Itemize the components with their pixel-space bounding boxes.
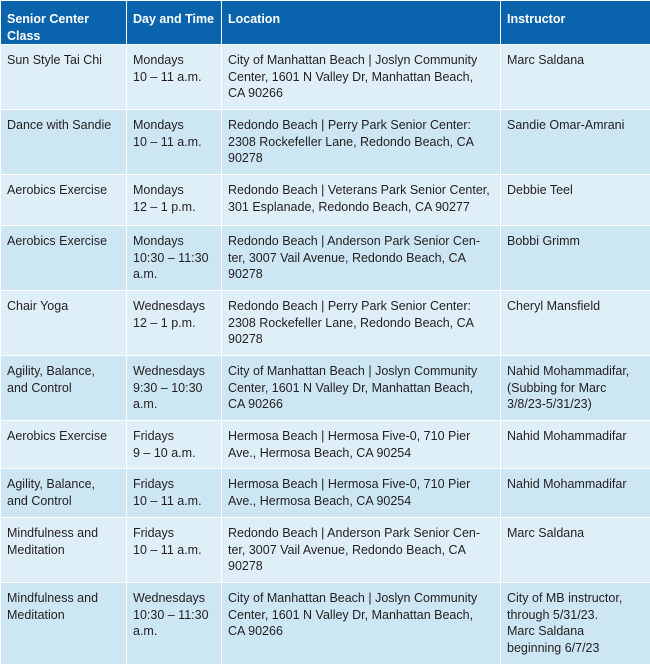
cell-class: Chair Yoga xyxy=(1,291,127,356)
cell-day-time: Wednesdays 10:30 – 11:30 a.m. xyxy=(127,583,222,665)
cell-location: Redondo Beach | Anderson Park Senior Cen- ter, 3007 Vail Avenue, Redondo Beach, CA 90278 xyxy=(222,518,501,583)
cell-class: Mindfulness and Meditation xyxy=(1,518,127,583)
cell-class: Dance with Sandie xyxy=(1,110,127,175)
cell-class: Aerobics Exercise xyxy=(1,421,127,469)
cell-day-time: Fridays 10 – 11 a.m. xyxy=(127,469,222,518)
cell-class: Agility, Balance, and Control xyxy=(1,356,127,421)
header-location: Location xyxy=(222,1,501,45)
cell-instructor: Nahid Mohammadifar, (Subbing for Marc 3/8/23-5/31/23) xyxy=(501,356,650,421)
table-row xyxy=(1,421,650,469)
table-row xyxy=(1,291,650,356)
cell-location: City of Manhattan Beach | Joslyn Community Center, 1601 N Valley Dr, Manhattan Beach, CA 90266 xyxy=(222,583,501,665)
cell-instructor: Debbie Teel xyxy=(501,175,650,226)
table-header-row xyxy=(1,1,650,45)
cell-day-time: Fridays 9 – 10 a.m. xyxy=(127,421,222,469)
cell-class: Mindfulness and Meditation xyxy=(1,583,127,665)
cell-location: Redondo Beach | Perry Park Senior Center: 2308 Rockefeller Lane, Redondo Beach, CA 90278 xyxy=(222,110,501,175)
cell-location: Hermosa Beach | Hermosa Five-0, 710 Pier Ave., Hermosa Beach, CA 90254 xyxy=(222,469,501,518)
table-row xyxy=(1,583,650,665)
cell-day-time: Mondays 10:30 – 11:30 a.m. xyxy=(127,226,222,291)
cell-class: Sun Style Tai Chi xyxy=(1,45,127,110)
cell-instructor: Nahid Mohammadifar xyxy=(501,421,650,469)
cell-instructor: Sandie Omar-Amrani xyxy=(501,110,650,175)
table-row xyxy=(1,356,650,421)
table-row xyxy=(1,226,650,291)
cell-day-time: Mondays 10 – 11 a.m. xyxy=(127,110,222,175)
cell-class: Agility, Balance, and Control xyxy=(1,469,127,518)
cell-location: City of Manhattan Beach | Joslyn Community Center, 1601 N Valley Dr, Manhattan Beach, CA 90266 xyxy=(222,45,501,110)
header-class: Senior Center Class xyxy=(1,1,127,45)
cell-instructor: Bobbi Grimm xyxy=(501,226,650,291)
cell-location: Redondo Beach | Perry Park Senior Center: 2308 Rockefeller Lane, Redondo Beach, CA 90278 xyxy=(222,291,501,356)
table-row xyxy=(1,110,650,175)
cell-instructor: Marc Saldana xyxy=(501,45,650,110)
table-row xyxy=(1,518,650,583)
cell-instructor: Cheryl Mansfield xyxy=(501,291,650,356)
cell-instructor: Nahid Mohammadifar xyxy=(501,469,650,518)
cell-location: Redondo Beach | Veterans Park Senior Center, 301 Esplanade, Redondo Beach, CA 90277 xyxy=(222,175,501,226)
table-row xyxy=(1,469,650,518)
cell-instructor: City of MB instructor, through 5/31/23. Marc Saldana beginning 6/7/23 xyxy=(501,583,650,665)
header-day-time: Day and Time xyxy=(127,1,222,45)
cell-day-time: Mondays 10 – 11 a.m. xyxy=(127,45,222,110)
cell-day-time: Fridays 10 – 11 a.m. xyxy=(127,518,222,583)
table-row xyxy=(1,45,650,110)
cell-day-time: Wednesdays 12 – 1 p.m. xyxy=(127,291,222,356)
cell-instructor: Marc Saldana xyxy=(501,518,650,583)
table-row xyxy=(1,175,650,226)
cell-class: Aerobics Exercise xyxy=(1,175,127,226)
cell-day-time: Mondays 12 – 1 p.m. xyxy=(127,175,222,226)
cell-class: Aerobics Exercise xyxy=(1,226,127,291)
cell-location: Redondo Beach | Anderson Park Senior Cen- ter, 3007 Vail Avenue, Redondo Beach, CA 90278 xyxy=(222,226,501,291)
header-instructor: Instructor xyxy=(501,1,650,45)
cell-location: City of Manhattan Beach | Joslyn Community Center, 1601 N Valley Dr, Manhattan Beach, CA 90266 xyxy=(222,356,501,421)
cell-day-time: Wednesdays 9:30 – 10:30 a.m. xyxy=(127,356,222,421)
cell-location: Hermosa Beach | Hermosa Five-0, 710 Pier Ave., Hermosa Beach, CA 90254 xyxy=(222,421,501,469)
